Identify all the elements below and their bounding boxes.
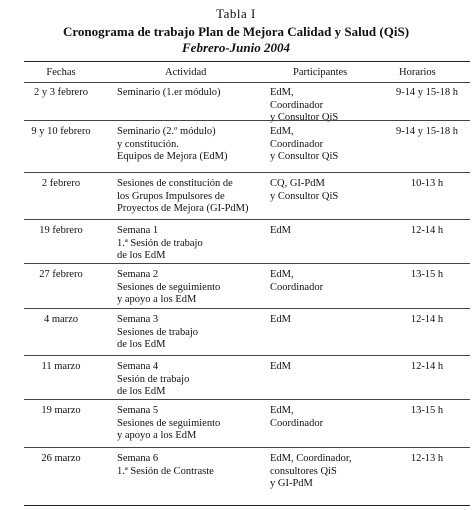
cell-actividad-line: 1.ª Sesión de trabajo <box>117 237 203 249</box>
cell-actividad-line: Semana 1 <box>117 225 159 236</box>
cell-actividad <box>117 314 267 352</box>
cell-participantes-line: EdM <box>270 225 291 236</box>
row-divider <box>24 308 470 309</box>
cell-fecha-line: 2 y 3 febrero <box>34 87 88 98</box>
cell-horario <box>384 405 470 418</box>
cell-actividad-line: Equipos de Mejora (EdM) <box>117 151 228 162</box>
cell-participantes <box>270 87 380 125</box>
cell-participantes-line: Coordinador <box>270 99 324 111</box>
cell-participantes-line: EdM, <box>270 126 294 137</box>
cell-participantes-line: EdM <box>270 361 291 372</box>
cell-horario <box>384 225 470 238</box>
cell-horario-line: 9-14 y 15-18 h <box>395 87 459 98</box>
cell-fecha-line: 9 y 10 febrero <box>31 126 91 137</box>
cell-participantes-line: CQ, GI-PdM <box>270 178 325 189</box>
table-header-row <box>0 65 472 81</box>
cell-actividad <box>117 361 267 399</box>
cell-participantes-line: y Consultor QiS <box>270 112 339 123</box>
cell-participantes-line: Coordinador <box>270 281 324 293</box>
cell-participantes <box>270 405 380 430</box>
cell-actividad <box>117 178 267 216</box>
cell-actividad <box>117 405 267 443</box>
cell-horario-line: 12-13 h <box>410 453 444 464</box>
cell-actividad-line: Sesiones de seguimiento <box>117 417 221 429</box>
table-bottom-rule <box>24 505 470 506</box>
cell-actividad-line: Sesiones de constitución de <box>117 178 233 189</box>
cell-fecha-line: 4 marzo <box>43 314 79 325</box>
cell-horario-line: 13-15 h <box>410 405 444 416</box>
cell-fecha <box>24 126 98 139</box>
table-title: Cronograma de trabajo Plan de Mejora Calidad y Salud (QiS) <box>62 24 410 39</box>
cell-participantes-line: EdM, <box>270 87 294 98</box>
cell-participantes <box>270 269 380 294</box>
cell-participantes-line: EdM, <box>270 269 294 280</box>
cell-horario <box>384 178 470 191</box>
cell-participantes-line: EdM, <box>270 405 294 416</box>
cell-participantes <box>270 126 380 164</box>
cell-actividad-line: y apoyo a los EdM <box>117 294 197 305</box>
cell-fecha-line: 19 febrero <box>39 225 83 236</box>
cell-actividad-line: Seminario (2.º módulo) <box>117 126 216 137</box>
cell-horario-line: 10-13 h <box>410 178 444 189</box>
row-divider <box>24 120 470 121</box>
cell-horario-line: 12-14 h <box>410 361 444 372</box>
cell-horario-line: 12-14 h <box>410 225 444 236</box>
cell-horario <box>384 314 470 327</box>
cell-horario <box>384 126 470 139</box>
cell-horario-line: 13-15 h <box>410 269 444 280</box>
cell-actividad-line: Semana 4 <box>117 361 159 372</box>
cell-participantes-line: consultores QiS <box>270 465 337 477</box>
header-participantes: Participantes <box>293 67 348 78</box>
cell-horario-line: 12-14 h <box>410 314 444 325</box>
cell-actividad-line: de los EdM <box>117 386 166 397</box>
cell-fecha <box>24 178 98 191</box>
table-subtitle: Febrero-Junio 2004 <box>182 40 290 55</box>
cell-participantes-line: EdM, Coordinador, <box>270 453 352 464</box>
cell-actividad <box>117 87 267 100</box>
cell-fecha <box>24 314 98 327</box>
cell-participantes <box>270 314 380 327</box>
cell-horario <box>384 87 470 100</box>
cell-participantes-line: y Consultor QiS <box>270 190 339 202</box>
cell-actividad-line: Semana 6 <box>117 453 159 464</box>
cell-fecha-line: 19 marzo <box>41 405 81 416</box>
cell-horario <box>384 269 470 282</box>
row-divider <box>24 263 470 264</box>
row-divider <box>24 355 470 356</box>
cell-actividad-line: Semana 2 <box>117 269 159 280</box>
cell-participantes-line: EdM <box>270 314 291 325</box>
cell-actividad <box>117 225 267 263</box>
cell-actividad <box>117 126 267 164</box>
header-fechas: Fechas <box>46 67 76 78</box>
cell-horario <box>384 453 470 466</box>
cell-fecha <box>24 361 98 374</box>
row-divider <box>24 219 470 220</box>
cell-participantes-line: y Consultor QiS <box>270 151 339 162</box>
cell-actividad-line: Semana 3 <box>117 314 159 325</box>
cell-actividad-line: los Grupos Impulsores de <box>117 190 225 202</box>
cell-fecha <box>24 87 98 100</box>
cell-fecha <box>24 269 98 282</box>
cell-actividad-line: Semana 5 <box>117 405 159 416</box>
cell-actividad-line: de los EdM <box>117 339 166 350</box>
cell-actividad-line: Sesiones de trabajo <box>117 326 199 338</box>
cell-actividad-line: Seminario (1.er módulo) <box>117 87 221 98</box>
cell-actividad-line: de los EdM <box>117 250 166 261</box>
cell-fecha-line: 11 marzo <box>41 361 81 372</box>
row-divider <box>24 172 470 173</box>
header-actividad: Actividad <box>165 67 207 78</box>
cell-fecha <box>24 225 98 238</box>
cell-horario-line: 9-14 y 15-18 h <box>395 126 459 137</box>
cell-participantes <box>270 361 380 374</box>
cell-actividad <box>117 453 267 478</box>
cell-actividad-line: Proyectos de Mejora (GI-PdM) <box>117 203 249 214</box>
cell-actividad <box>117 269 267 307</box>
cell-actividad-line: 1.ª Sesión de Contraste <box>117 465 214 477</box>
cell-fecha <box>24 405 98 418</box>
table-top-rule <box>24 61 470 62</box>
cell-participantes <box>270 225 380 238</box>
cell-participantes-line: y GI-PdM <box>270 478 313 489</box>
table-label: Tabla I <box>216 6 256 21</box>
cell-actividad-line: Sesiones de seguimiento <box>117 281 221 293</box>
cell-participantes <box>270 453 380 491</box>
row-divider <box>24 399 470 400</box>
cell-fecha <box>24 453 98 466</box>
header-rule <box>24 82 470 83</box>
cell-participantes-line: Coordinador <box>270 138 324 150</box>
cell-horario <box>384 361 470 374</box>
cell-participantes-line: Coordinador <box>270 417 324 429</box>
cell-fecha-line: 27 febrero <box>39 269 83 280</box>
cell-fecha-line: 2 febrero <box>41 178 81 189</box>
cell-actividad-line: Sesión de trabajo <box>117 373 190 385</box>
cell-participantes <box>270 178 380 203</box>
cell-actividad-line: y constitución. <box>117 138 179 150</box>
row-divider <box>24 447 470 448</box>
header-horarios: Horarios <box>399 67 436 78</box>
cell-actividad-line: y apoyo a los EdM <box>117 430 197 441</box>
cell-fecha-line: 26 marzo <box>41 453 81 464</box>
